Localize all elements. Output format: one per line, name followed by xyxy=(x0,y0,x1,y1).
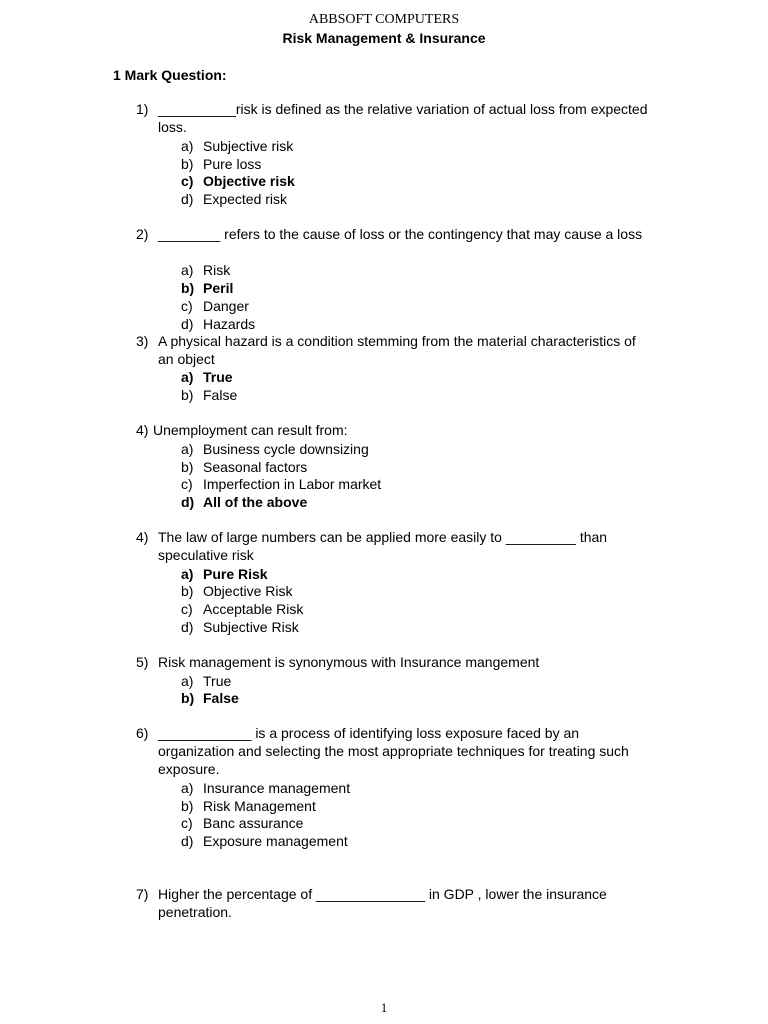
document-title: Risk Management & Insurance xyxy=(282,30,486,46)
page-number: 1 xyxy=(380,1000,388,1015)
option-letter: d) xyxy=(181,619,194,635)
option-text: Business cycle downsizing xyxy=(203,441,369,457)
option-text: Peril xyxy=(203,280,234,296)
option-text: Acceptable Risk xyxy=(203,601,304,617)
option xyxy=(0,297,768,315)
option-letter: b) xyxy=(181,156,194,172)
option-text: Objective risk xyxy=(203,173,295,189)
option-letter: d) xyxy=(181,494,195,510)
question-text: The law of large numbers can be applied more easily to _________ than speculative risk xyxy=(158,529,608,563)
correct-option xyxy=(0,172,768,190)
option xyxy=(0,475,768,493)
option xyxy=(0,137,768,155)
option-letter: a) xyxy=(181,673,194,689)
question-text: Unemployment can result from: xyxy=(153,422,348,438)
option-text: True xyxy=(203,369,233,385)
option xyxy=(0,458,768,476)
option xyxy=(0,814,768,832)
question-number: 4) xyxy=(136,422,149,438)
option-letter: a) xyxy=(181,262,194,278)
option-text: True xyxy=(203,673,232,689)
option-text: Risk Management xyxy=(203,798,316,814)
option-text: False xyxy=(203,387,238,403)
option-text: Risk xyxy=(203,262,231,278)
option-letter: c) xyxy=(181,601,193,617)
option-letter: d) xyxy=(181,316,194,332)
option-letter: b) xyxy=(181,798,194,814)
option-text: Subjective risk xyxy=(203,138,294,154)
question-number: 1) xyxy=(136,101,149,117)
section-heading: 1 Mark Question: xyxy=(113,67,227,83)
option xyxy=(0,155,768,173)
option-letter: a) xyxy=(181,780,194,796)
option xyxy=(0,315,768,333)
option-letter: b) xyxy=(181,583,194,599)
option xyxy=(0,190,768,208)
option-letter: a) xyxy=(181,138,194,154)
option xyxy=(0,832,768,850)
option xyxy=(0,386,768,404)
correct-option xyxy=(0,689,768,707)
option-letter: d) xyxy=(181,833,194,849)
option-letter: b) xyxy=(181,690,195,706)
option-text: Imperfection in Labor market xyxy=(203,476,382,492)
option-text: Hazards xyxy=(203,316,256,332)
option-letter: a) xyxy=(181,566,194,582)
option-text: Expected risk xyxy=(203,191,288,207)
option-text: Pure loss xyxy=(203,156,262,172)
question-number: 3) xyxy=(136,333,149,349)
option xyxy=(0,797,768,815)
company-name: ABBSOFT COMPUTERS xyxy=(308,12,460,27)
option xyxy=(0,440,768,458)
question-number: 7) xyxy=(136,886,149,902)
option-letter: b) xyxy=(181,387,194,403)
option xyxy=(0,618,768,636)
option-text: False xyxy=(203,690,239,706)
option-text: Objective Risk xyxy=(203,583,293,599)
correct-option xyxy=(0,279,768,297)
option-letter: c) xyxy=(181,173,194,189)
option-text: Banc assurance xyxy=(203,815,304,831)
option-letter: b) xyxy=(181,459,194,475)
option-text: Seasonal factors xyxy=(203,459,308,475)
option-text: Insurance management xyxy=(203,780,351,796)
question-text: Higher the percentage of ______________ in GDP , lower the insurance penetration. xyxy=(158,886,607,920)
option-text: Exposure management xyxy=(203,833,348,849)
option-text: Danger xyxy=(203,298,249,314)
option-letter: a) xyxy=(181,369,194,385)
option-text: Subjective Risk xyxy=(203,619,299,635)
option-letter: c) xyxy=(181,298,193,314)
question-text: ________ refers to the cause of loss or the contingency that may cause a loss xyxy=(158,226,643,242)
correct-option xyxy=(0,565,768,583)
question-text: Risk management is synonymous with Insurance mangement xyxy=(158,654,540,670)
question-number: 2) xyxy=(136,226,149,242)
option xyxy=(0,582,768,600)
option-letter: c) xyxy=(181,815,193,831)
option xyxy=(0,261,768,279)
question-text: __________risk is defined as the relative variation of actual loss from expected loss. xyxy=(158,101,648,135)
question-text: A physical hazard is a condition stemming from the material characteristics of an object xyxy=(158,333,636,367)
option xyxy=(0,600,768,618)
question-number: 4) xyxy=(136,529,149,545)
correct-option xyxy=(0,368,768,386)
option xyxy=(0,779,768,797)
correct-option xyxy=(0,493,768,511)
question-text: ____________ is a process of identifying loss exposure faced by an organization and selecting the most appropriate techniques for treating such exposure. xyxy=(158,725,629,777)
question-number: 6) xyxy=(136,725,149,741)
option-letter: c) xyxy=(181,476,193,492)
option-letter: a) xyxy=(181,441,194,457)
question-number: 5) xyxy=(136,654,149,670)
option-letter: d) xyxy=(181,191,194,207)
option-text: Pure Risk xyxy=(203,566,268,582)
option xyxy=(0,672,768,690)
option-letter: b) xyxy=(181,280,195,296)
option-text: All of the above xyxy=(203,494,308,510)
